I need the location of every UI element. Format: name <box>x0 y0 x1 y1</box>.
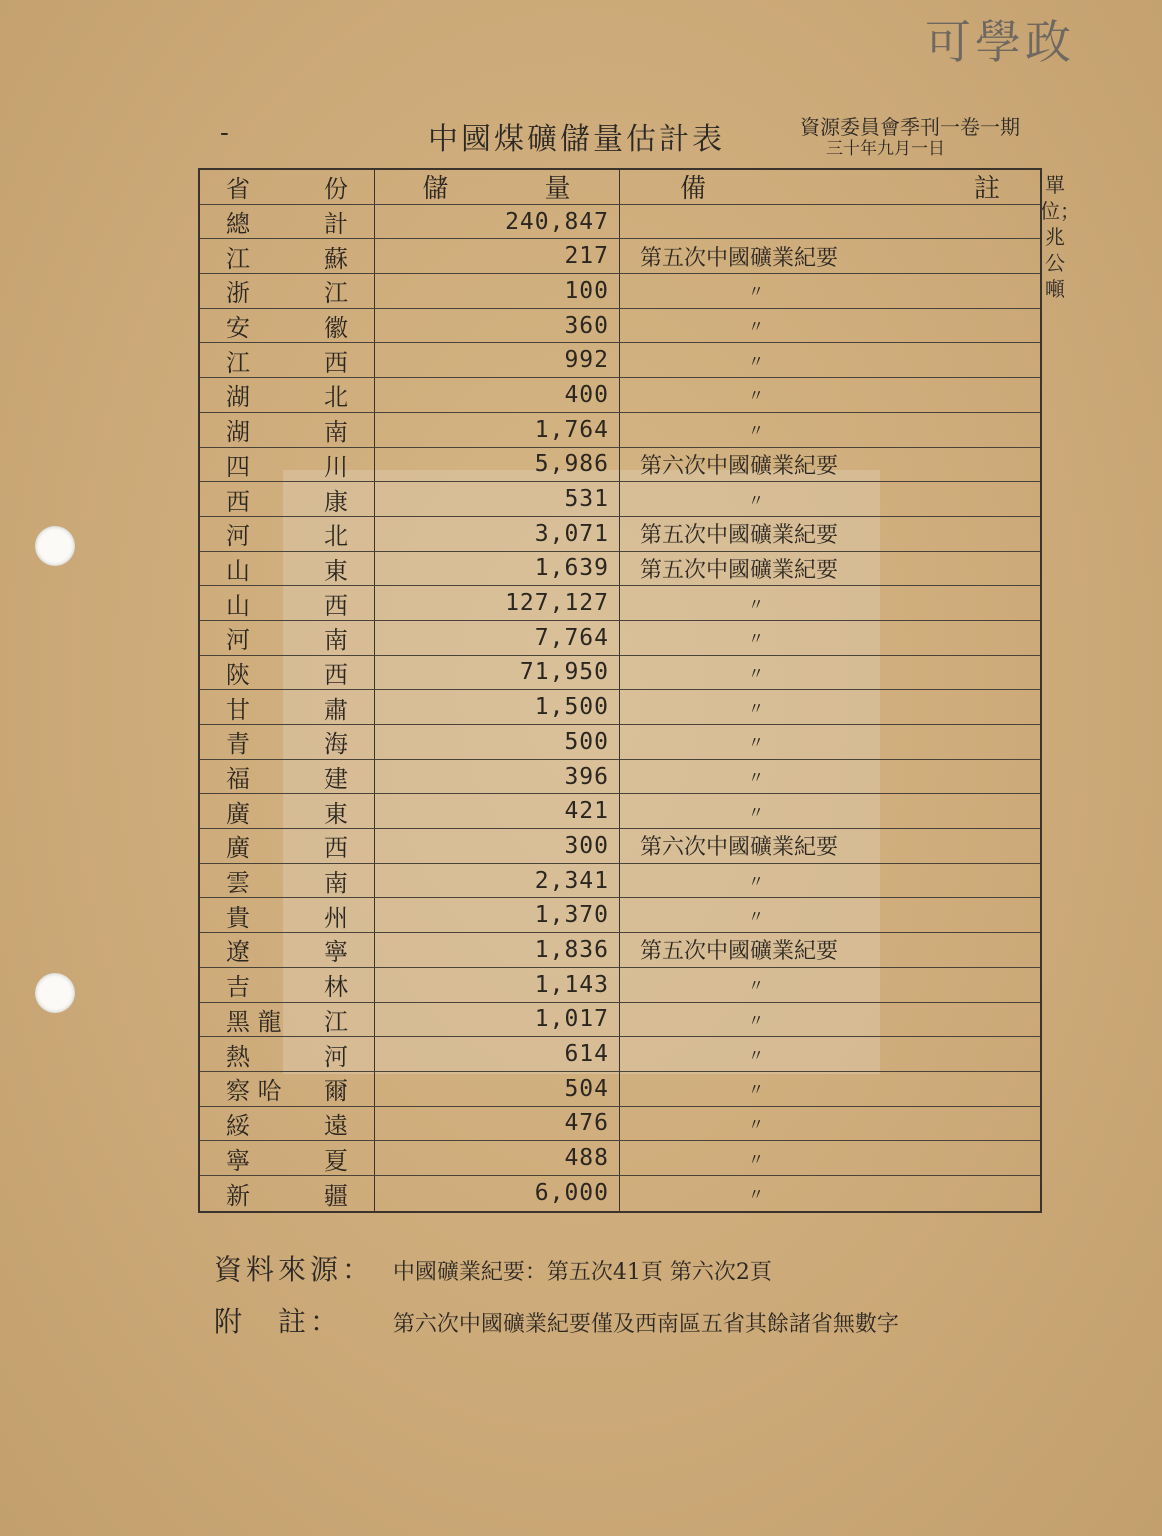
source-citation-line2: 三十年九月一日 <box>826 139 945 159</box>
province-cell <box>200 656 375 690</box>
table-row <box>200 1072 1040 1107</box>
reserve-value-cell: 1,500 <box>375 690 620 724</box>
table-row <box>200 829 1040 864</box>
header-reserve-a: 儲 <box>422 174 450 205</box>
reserve-value-cell: 217 <box>375 239 620 273</box>
remark-cell: 〃 <box>748 733 765 753</box>
remark-cell: 〃 <box>748 976 765 996</box>
reserve-value-cell: 7,764 <box>375 621 620 655</box>
province-char-first: 綏 <box>226 1111 250 1140</box>
footer-source <box>214 1248 772 1288</box>
table-row <box>200 1037 1040 1072</box>
province-cell <box>200 1107 375 1141</box>
punch-hole-top <box>35 526 75 566</box>
remark-cell: 〃 <box>748 1114 765 1134</box>
reserve-value-cell: 400 <box>375 378 620 412</box>
reserve-value-cell: 504 <box>375 1072 620 1106</box>
page-title: 中國煤礦儲量估計表 <box>428 122 725 157</box>
province-char-first: 福 <box>226 765 250 794</box>
remark-cell: 〃 <box>748 698 765 718</box>
table-row <box>200 725 1040 760</box>
reserve-value-cell: 396 <box>375 760 620 794</box>
province-char-last: 寧 <box>324 938 348 967</box>
province-cell <box>200 725 375 759</box>
corner-annotation: 可學政 <box>925 15 1075 69</box>
province-cell <box>200 794 375 828</box>
province-cell <box>200 274 375 308</box>
remark-cell: 第五次中國礦業紀要 <box>640 939 839 965</box>
remark-cell <box>620 205 1040 239</box>
remark-cell: 〃 <box>748 906 765 926</box>
header-province-b: 份 <box>324 175 348 204</box>
header-reserve-b: 量 <box>544 174 572 205</box>
province-cell <box>200 933 375 967</box>
reserve-value-cell: 127,127 <box>375 586 620 620</box>
header-province-a: 省 <box>226 175 250 204</box>
punch-hole-bottom <box>35 973 75 1013</box>
footer-note-label: 附 註： <box>214 1305 343 1338</box>
reserve-value-cell: 2,341 <box>375 864 620 898</box>
footer-note-text: 第六次中國礦業紀要僅及西南區五省其餘諸省無數字 <box>392 1312 899 1337</box>
province-char-first: 山 <box>226 591 250 620</box>
province-char-first: 廣 <box>226 834 250 863</box>
province-char-first: 安 <box>226 314 250 343</box>
remark-cell: 〃 <box>748 1010 765 1030</box>
table-row <box>200 448 1040 483</box>
table-row <box>200 482 1040 517</box>
remark-cell: 〃 <box>748 351 765 371</box>
remark-cell: 〃 <box>748 1080 765 1100</box>
province-char-last: 東 <box>324 556 348 585</box>
header-province <box>200 170 375 204</box>
province-cell <box>200 1176 375 1211</box>
province-cell <box>200 378 375 412</box>
province-char-first: 寧 <box>226 1146 250 1175</box>
province-cell <box>200 864 375 898</box>
province-char-first: 青 <box>226 730 250 759</box>
province-char-last: 南 <box>324 418 348 447</box>
province-char-first: 湖 <box>226 383 250 412</box>
table-row <box>200 274 1040 309</box>
remark-cell: 〃 <box>748 629 765 649</box>
reserve-value-cell: 360 <box>375 309 620 343</box>
remark-cell: 第五次中國礦業紀要 <box>640 245 839 271</box>
reserve-value-cell: 240,847 <box>375 205 620 239</box>
unit-note: 單位；兆公噸 <box>1040 173 1080 301</box>
province-char-last: 西 <box>324 348 348 377</box>
reserve-value-cell: 300 <box>375 829 620 863</box>
province-cell <box>200 239 375 273</box>
province-char-last: 肅 <box>324 695 348 724</box>
table-row <box>200 1176 1040 1211</box>
province-char-last: 林 <box>324 973 348 1002</box>
reserve-value-cell: 71,950 <box>375 656 620 690</box>
province-char-last: 江 <box>324 279 348 308</box>
reserve-value-cell: 5,986 <box>375 448 620 482</box>
province-char-last: 計 <box>324 210 348 239</box>
margin-dash: - <box>220 118 229 148</box>
province-char-last: 蘇 <box>324 244 348 273</box>
table-row <box>200 864 1040 899</box>
province-cell <box>200 1037 375 1071</box>
remark-cell: 〃 <box>748 490 765 510</box>
source-citation <box>800 116 1020 160</box>
remark-cell: 〃 <box>748 282 765 302</box>
province-char-last: 建 <box>324 765 348 794</box>
remark-cell: 〃 <box>748 594 765 614</box>
table-row <box>200 586 1040 621</box>
province-cell <box>200 448 375 482</box>
province-cell <box>200 517 375 551</box>
header-remark <box>620 170 1040 204</box>
province-char-first: 總 <box>226 210 250 239</box>
remark-cell: 〃 <box>748 1045 765 1065</box>
reserve-value-cell: 3,071 <box>375 517 620 551</box>
province-cell <box>200 1141 375 1175</box>
province-cell <box>200 1072 375 1106</box>
province-char-last: 徽 <box>324 314 348 343</box>
province-char-last: 州 <box>324 903 348 932</box>
remark-cell: 〃 <box>748 663 765 683</box>
province-char-last: 夏 <box>324 1146 348 1175</box>
remark-cell: 〃 <box>748 1149 765 1169</box>
reserve-value-cell: 488 <box>375 1141 620 1175</box>
province-char-last: 東 <box>324 799 348 828</box>
source-citation-line1: 資源委員會季刊一卷一期 <box>800 115 1020 139</box>
province-char-last: 疆 <box>324 1181 348 1210</box>
province-char-last: 南 <box>324 626 348 655</box>
reserve-value-cell: 1,370 <box>375 898 620 932</box>
header-remark-b: 註 <box>973 174 1000 205</box>
reserve-value-cell: 421 <box>375 794 620 828</box>
table-row <box>200 1141 1040 1176</box>
reserve-value-cell: 500 <box>375 725 620 759</box>
remark-cell: 第六次中國礦業紀要 <box>640 835 839 861</box>
province-char-first: 熱 <box>226 1042 250 1071</box>
province-char-first: 河 <box>226 522 250 551</box>
table-row <box>200 343 1040 378</box>
remark-cell: 〃 <box>748 802 765 822</box>
table-row <box>200 621 1040 656</box>
header-remark-a: 備 <box>680 174 707 205</box>
province-cell <box>200 1003 375 1037</box>
reserve-value-cell: 6,000 <box>375 1176 620 1211</box>
province-cell <box>200 343 375 377</box>
remark-cell: 〃 <box>748 872 765 892</box>
province-cell <box>200 309 375 343</box>
reserve-value-cell: 992 <box>375 343 620 377</box>
table-row <box>200 205 1040 240</box>
reserve-value-cell: 614 <box>375 1037 620 1071</box>
province-cell <box>200 552 375 586</box>
province-char-first: 浙 <box>226 279 250 308</box>
province-char-last: 北 <box>324 522 348 551</box>
table-row <box>200 1107 1040 1142</box>
table-row <box>200 309 1040 344</box>
province-char-first: 廣 <box>226 799 250 828</box>
reserve-value-cell: 100 <box>375 274 620 308</box>
province-cell <box>200 205 375 239</box>
table-row <box>200 239 1040 274</box>
province-char-first: 貴 <box>226 903 250 932</box>
table-row <box>200 760 1040 795</box>
reserve-value-cell: 1,836 <box>375 933 620 967</box>
table-row <box>200 413 1040 448</box>
province-char-first: 遼 <box>226 938 250 967</box>
province-char-last: 康 <box>324 487 348 516</box>
province-char-first: 湖 <box>226 418 250 447</box>
remark-cell: 第六次中國礦業紀要 <box>640 453 839 479</box>
table-row <box>200 552 1040 587</box>
province-char-last: 西 <box>324 591 348 620</box>
province-char-first: 山 <box>226 556 250 585</box>
footer-source-text: 中國礦業紀要：第五次41頁 第六次2頁 <box>392 1260 772 1285</box>
table-header-row <box>200 170 1040 205</box>
reserve-value-cell: 1,764 <box>375 413 620 447</box>
province-char-first: 陝 <box>226 660 250 689</box>
province-cell <box>200 413 375 447</box>
table-row <box>200 1003 1040 1038</box>
table-row <box>200 933 1040 968</box>
province-char-first: 黑 龍 <box>226 1007 282 1036</box>
table-row <box>200 690 1040 725</box>
province-char-first: 河 <box>226 626 250 655</box>
province-char-last: 爾 <box>324 1077 348 1106</box>
reserve-value-cell: 1,639 <box>375 552 620 586</box>
table-row <box>200 898 1040 933</box>
province-char-last: 海 <box>324 730 348 759</box>
province-char-last: 西 <box>324 660 348 689</box>
province-char-first: 雲 <box>226 869 250 898</box>
table-row <box>200 517 1040 552</box>
footer-source-label: 資料來源： <box>214 1253 375 1286</box>
province-char-last: 南 <box>324 869 348 898</box>
table-row <box>200 378 1040 413</box>
province-cell <box>200 482 375 516</box>
province-char-last: 河 <box>324 1042 348 1071</box>
remark-cell: 〃 <box>748 1184 765 1204</box>
footer-note <box>214 1300 899 1340</box>
reserve-value-cell: 531 <box>375 482 620 516</box>
province-cell <box>200 898 375 932</box>
province-char-first: 吉 <box>226 973 250 1002</box>
table-row <box>200 968 1040 1003</box>
remark-cell: 〃 <box>748 386 765 406</box>
province-char-first: 江 <box>226 244 250 273</box>
province-cell <box>200 621 375 655</box>
table-row <box>200 656 1040 691</box>
province-char-last: 川 <box>324 452 348 481</box>
province-char-last: 遠 <box>324 1111 348 1140</box>
reserve-value-cell: 476 <box>375 1107 620 1141</box>
province-char-first: 甘 <box>226 695 250 724</box>
province-cell <box>200 829 375 863</box>
remark-cell: 〃 <box>748 317 765 337</box>
province-char-last: 西 <box>324 834 348 863</box>
reserve-value-cell: 1,017 <box>375 1003 620 1037</box>
reserve-value-cell: 1,143 <box>375 968 620 1002</box>
province-cell <box>200 968 375 1002</box>
province-char-first: 西 <box>226 487 250 516</box>
province-char-last: 江 <box>324 1007 348 1036</box>
province-char-last: 北 <box>324 383 348 412</box>
remark-cell: 〃 <box>748 421 765 441</box>
reserve-table <box>198 168 1042 1213</box>
remark-cell: 第五次中國礦業紀要 <box>640 557 839 583</box>
province-char-first: 新 <box>226 1181 250 1210</box>
province-cell <box>200 690 375 724</box>
remark-cell: 〃 <box>748 768 765 788</box>
province-char-first: 江 <box>226 348 250 377</box>
province-cell <box>200 586 375 620</box>
province-cell <box>200 760 375 794</box>
remark-cell: 第五次中國礦業紀要 <box>640 523 839 549</box>
province-char-first: 四 <box>226 452 250 481</box>
header-reserve <box>375 170 620 204</box>
table-row <box>200 794 1040 829</box>
province-char-first: 察 哈 <box>226 1077 282 1106</box>
